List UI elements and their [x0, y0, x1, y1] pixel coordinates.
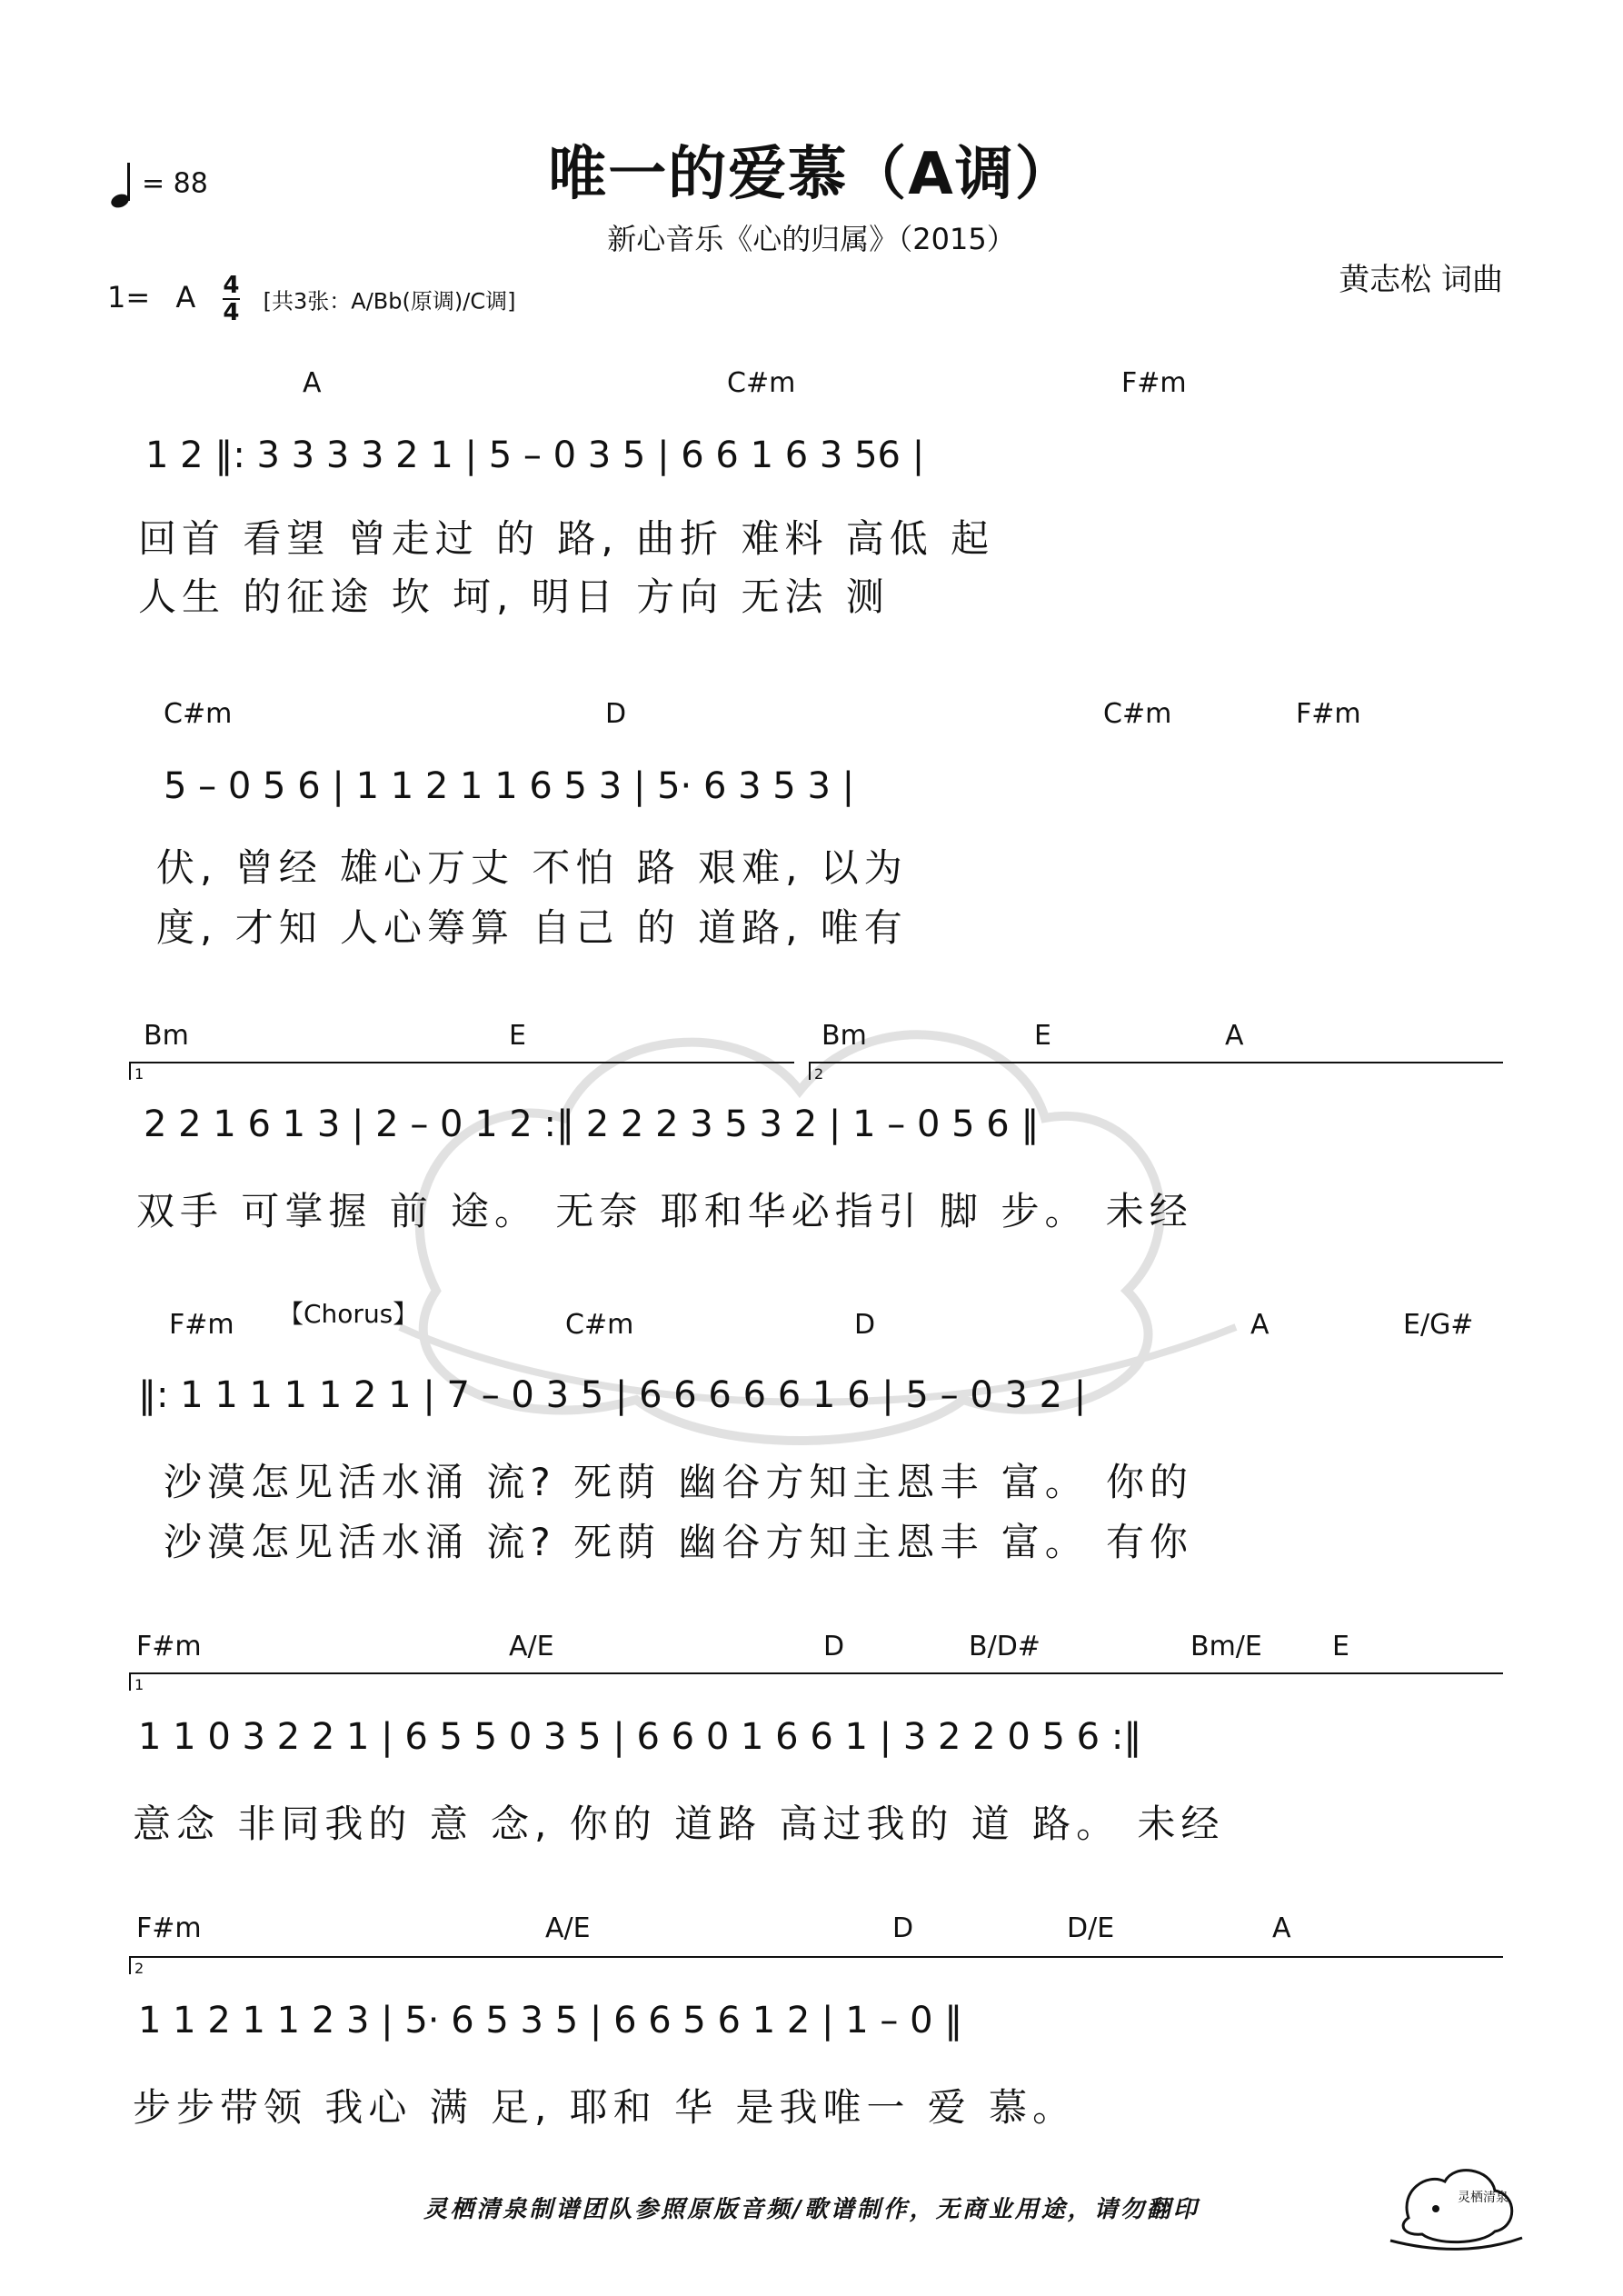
chord-symbol: D	[605, 698, 627, 730]
logo-text: 灵栖清泉	[1458, 2191, 1508, 2205]
chorus-label: 【Chorus】	[278, 1299, 419, 1329]
lyric-line: 人生 的征途 坎 坷, 明日 方向 无法 测	[138, 574, 890, 619]
notation-line: 1 2 ‖: 3 3 3 3 2 1 | 5 – 0 3 5 | 6 6 1 6 3 56 |	[145, 434, 925, 476]
lyric-line: 回首 看望 曾走过 的 路, 曲折 难料 高低 起	[138, 516, 995, 561]
key-note: [共3张：A/Bb(原调)/C调]	[263, 288, 516, 314]
time-signature	[223, 273, 239, 325]
key-letter: A	[175, 280, 196, 314]
chord-symbol: A/E	[545, 1912, 591, 1944]
tempo-marking	[109, 159, 208, 210]
chord-symbol: A	[1272, 1912, 1291, 1944]
chord-symbol: Bm/E	[1190, 1631, 1262, 1662]
volta-number: 2	[814, 1065, 824, 1083]
chord-symbol: D	[854, 1309, 876, 1341]
chord-symbol: C#m	[164, 698, 233, 730]
lyric-line: 伏, 曾经 雄心万丈 不怕 路 艰难, 以为	[156, 845, 908, 890]
volta-bracket	[129, 1956, 1503, 1977]
chord-symbol: D	[823, 1631, 845, 1662]
sheep-logo-icon	[1381, 2154, 1527, 2254]
chord-symbol: E	[509, 1020, 526, 1052]
chord-symbol: A	[1250, 1309, 1270, 1341]
lyric-line: 意念 非同我的 意 念, 你的 道路 高过我的 道 路。 未经	[133, 1802, 1225, 1846]
volta-bracket	[129, 1062, 794, 1083]
notation-line: 1 1 0 3 2 2 1 | 6 5 5 0 3 5 | 6 6 0 1 6 6 1 | 3 2 2 0 5 6 :‖	[138, 1716, 1142, 1758]
tempo-value: = 88	[142, 167, 208, 200]
chord-symbol: C#m	[1103, 698, 1172, 730]
volta-bracket	[809, 1062, 1503, 1083]
chord-symbol: Bm	[144, 1020, 189, 1052]
chord-symbol: C#m	[727, 367, 796, 399]
volta-number: 1	[134, 1676, 144, 1693]
chord-symbol: E	[1034, 1020, 1051, 1052]
lyric-line: 沙漠怎见活水涌 流? 死荫 幽谷方知主恩丰 富。 你的	[164, 1460, 1194, 1504]
volta-number: 1	[134, 1065, 144, 1083]
chord-symbol: E	[1332, 1631, 1349, 1662]
footer-note: 灵栖清泉制谱团队参照原版音频/歌谱制作，无商业用途，请勿翻印	[423, 2196, 1200, 2223]
chord-symbol: A	[303, 367, 322, 399]
key-signature	[107, 273, 515, 325]
page-subtitle: 新心音乐《心的归属》（2015）	[607, 222, 1016, 256]
chord-symbol: F#m	[1121, 367, 1187, 399]
chord-symbol: D	[892, 1912, 914, 1944]
chord-symbol: D/E	[1067, 1912, 1115, 1944]
chord-symbol: F#m	[1296, 698, 1361, 730]
lyric-line: 度, 才知 人心筹算 自己 的 道路, 唯有	[156, 905, 908, 950]
notation-line: 5 – 0 5 6 | 1 1 2 1 1 6 5 3 | 5· 6 3 5 3 |	[164, 765, 855, 807]
lyric-line: 步步带领 我心 满 足, 耶和 华 是我唯一 爱 慕。	[133, 2085, 1077, 2130]
chord-symbol: C#m	[565, 1309, 634, 1341]
lyric-line: 沙漠怎见活水涌 流? 死荫 幽谷方知主恩丰 富。 有你	[164, 1520, 1194, 1564]
page-title: 唯一的爱慕（A调）	[548, 141, 1075, 208]
chord-symbol: F#m	[136, 1631, 202, 1662]
lyric-line: 双手 可掌握 前 途。 无奈 耶和华必指引 脚 步。 未经	[136, 1189, 1193, 1233]
chord-symbol: F#m	[169, 1309, 234, 1341]
quarter-note-icon	[109, 159, 136, 210]
notation-line: 2 2 1 6 1 3 | 2 – 0 1 2 :‖ 2 2 2 3 5 3 2 | 1 – 0 5 6 ‖	[144, 1103, 1040, 1145]
volta-bracket	[129, 1672, 1503, 1691]
composer: 黄志松 词曲	[1339, 262, 1503, 298]
time-numerator: 4	[223, 272, 240, 299]
notation-line: ‖: 1 1 1 1 1 2 1 | 7 – 0 3 5 | 6 6 6 6 6 1 6 | 5 – 0 3 2 |	[138, 1374, 1087, 1416]
chord-symbol: A/E	[509, 1631, 554, 1662]
notation-line: 1 1 2 1 1 2 3 | 5· 6 5 3 5 | 6 6 5 6 1 2 | 1 – 0 ‖	[138, 2000, 963, 2041]
time-denominator: 4	[223, 299, 240, 326]
key-prefix: 1=	[107, 280, 151, 314]
chord-symbol: A	[1225, 1020, 1244, 1052]
chord-symbol: E/G#	[1403, 1309, 1474, 1341]
chord-symbol: B/D#	[969, 1631, 1041, 1662]
volta-number: 2	[134, 1960, 144, 1977]
chord-symbol: Bm	[821, 1020, 867, 1052]
chord-symbol: F#m	[136, 1912, 202, 1944]
